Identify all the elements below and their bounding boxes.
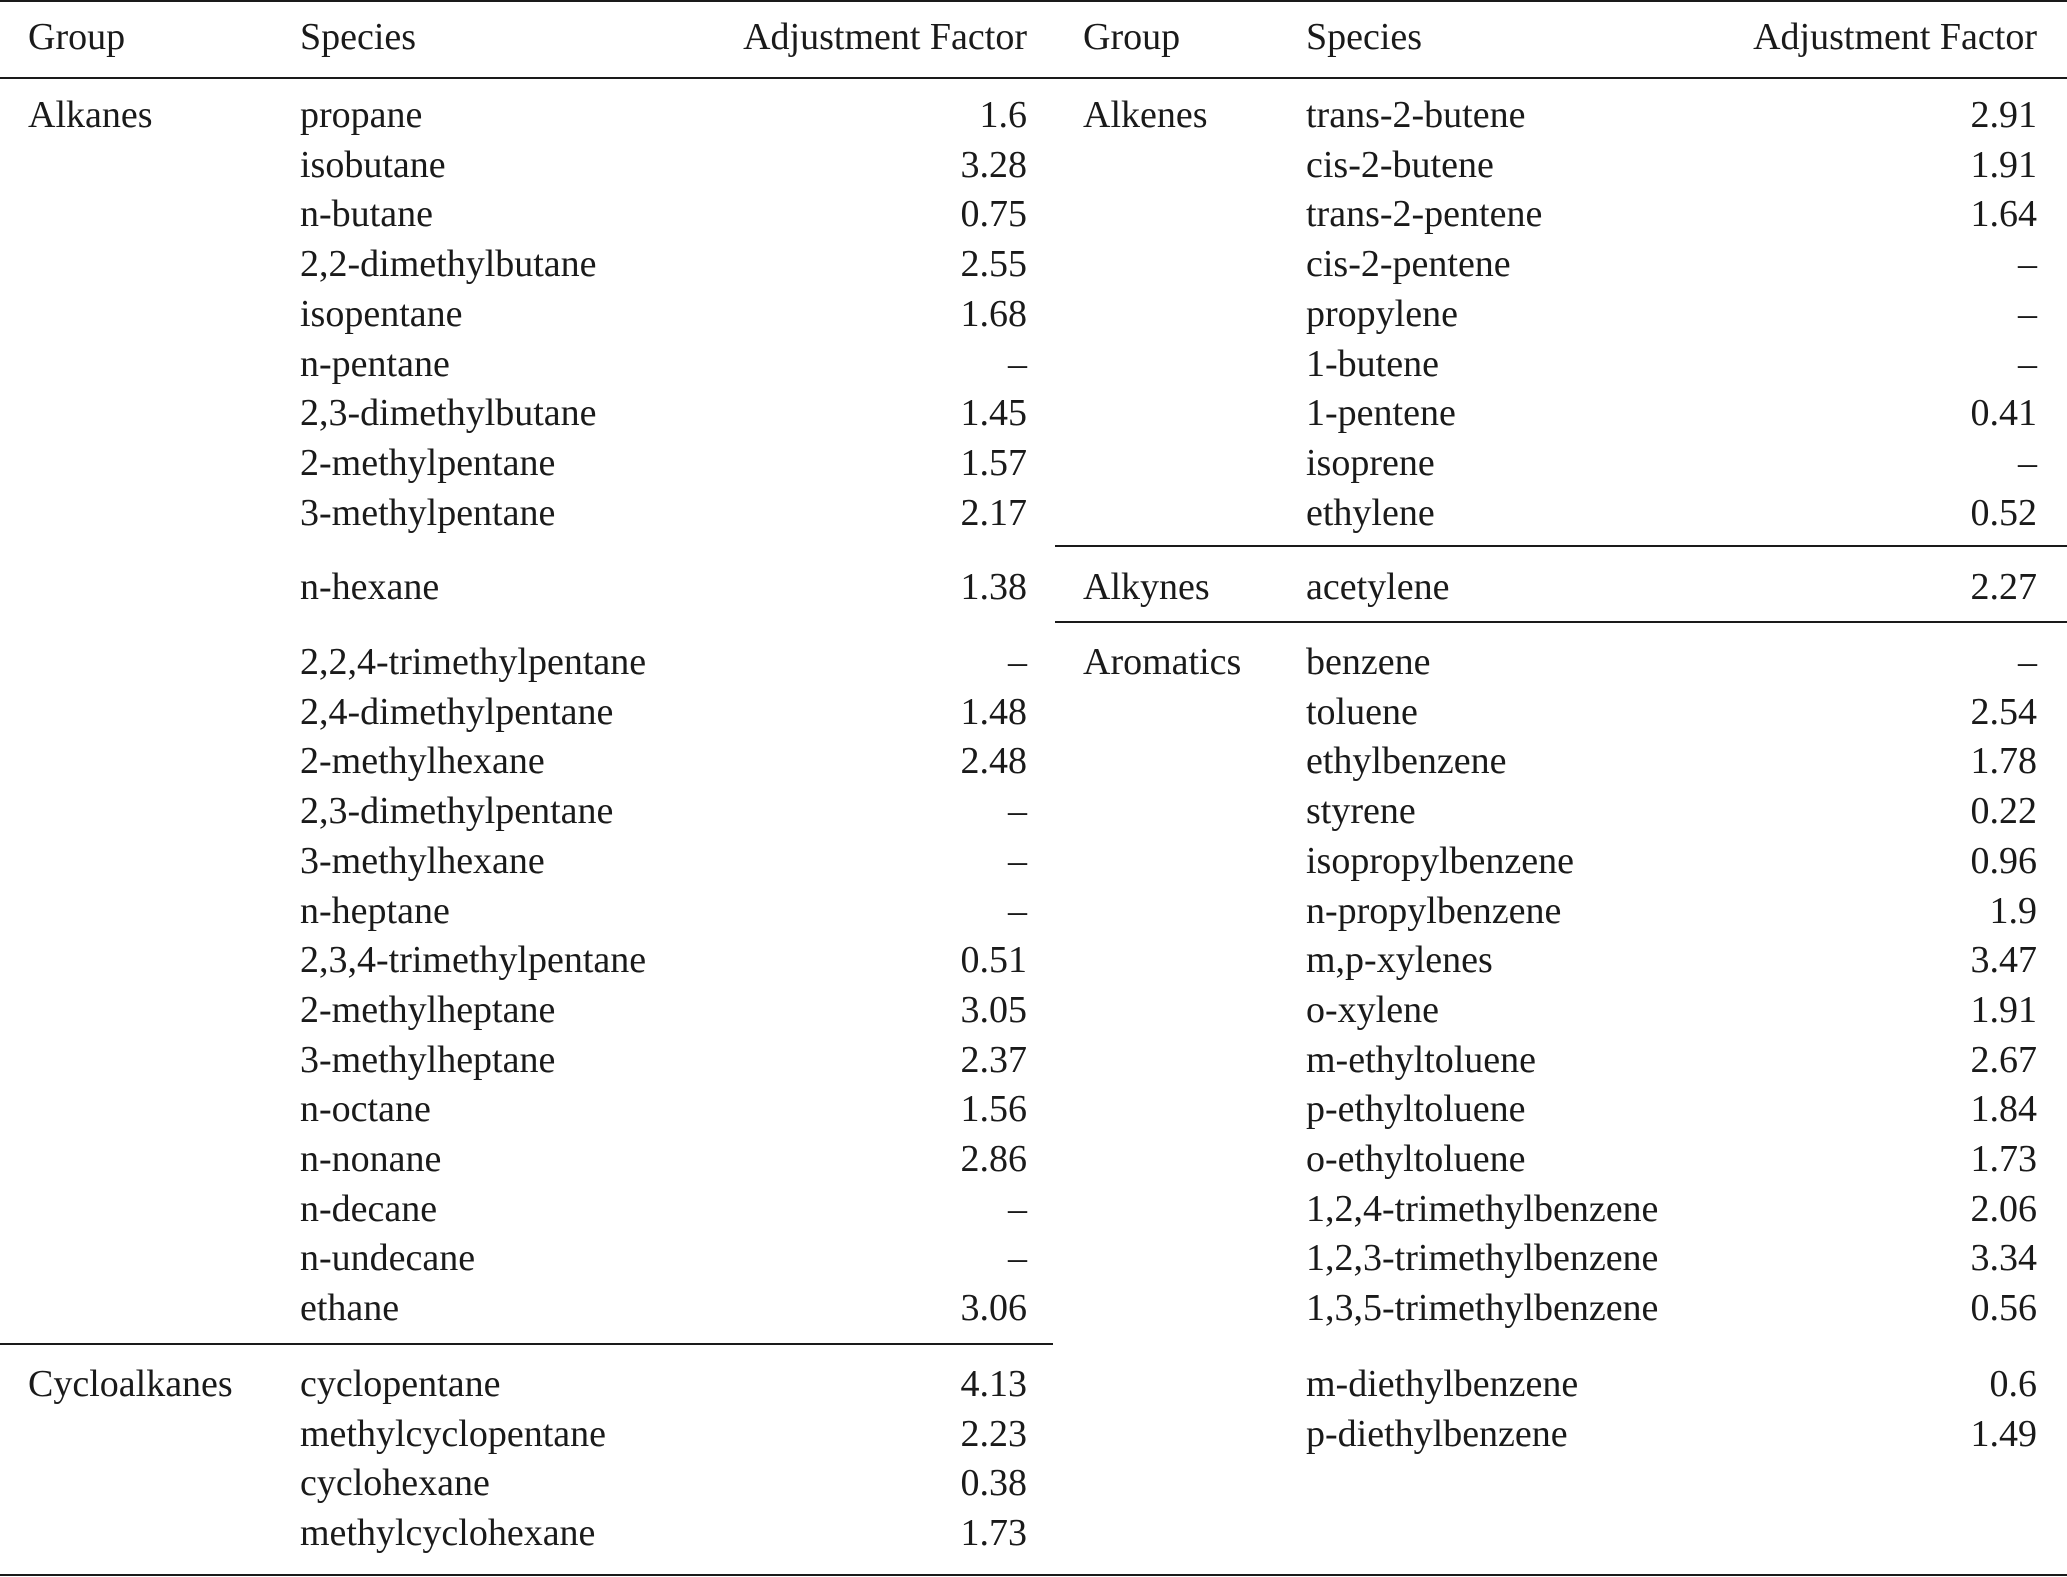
species-cell: n-undecane: [300, 1237, 476, 1280]
species-cell: cyclohexane: [300, 1462, 490, 1505]
factor-cell: 2.55: [960, 243, 1027, 286]
species-cell: 2,3-dimethylbutane: [300, 392, 597, 435]
factor-cell: 1.91: [1970, 988, 2037, 1031]
species-cell: 1,2,3-trimethylbenzene: [1306, 1237, 1659, 1280]
species-cell: n-nonane: [300, 1138, 442, 1180]
group-label: Alkanes: [28, 94, 153, 136]
species-cell: cyclopentane: [300, 1363, 501, 1405]
table-bottom-rule: [0, 1574, 2067, 1576]
header-group-right: Group: [1083, 16, 1181, 58]
species-cell: m-ethyltoluene: [1306, 1038, 1537, 1081]
factor-cell: 3.06: [960, 1287, 1027, 1330]
species-cell: 1,2,4-trimethylbenzene: [1306, 1187, 1659, 1230]
species-cell: trans-2-butene: [1306, 94, 1526, 136]
species-cell: 3-methylpentane: [300, 491, 556, 534]
factor-cell: 1.68: [960, 292, 1027, 335]
species-cell: n-decane: [300, 1187, 438, 1230]
factor-cell: 2.37: [960, 1038, 1027, 1081]
factor-cell: 1.73: [1970, 1138, 2037, 1180]
header-factor-right: Adjustment Factor: [1753, 16, 2037, 58]
factor-cell: 2.17: [960, 491, 1027, 534]
table-top-rule: [0, 0, 2067, 2]
species-cell: m,p-xylenes: [1306, 939, 1493, 982]
species-cell: methylcyclohexane: [300, 1512, 596, 1555]
species-cell: n-propylbenzene: [1306, 889, 1562, 932]
factor-cell: –: [1008, 1187, 1027, 1230]
factor-cell: –: [2018, 641, 2037, 683]
species-cell: 2-methylheptane: [300, 988, 556, 1031]
species-cell: 2,3,4-trimethylpentane: [300, 939, 647, 982]
species-cell: 1-pentene: [1306, 392, 1456, 435]
factor-cell: 1.38: [960, 566, 1027, 608]
species-cell: 1-butene: [1306, 342, 1439, 385]
species-cell: toluene: [1306, 690, 1418, 733]
factor-cell: 1.73: [960, 1512, 1027, 1555]
species-cell: ethylbenzene: [1306, 740, 1507, 783]
species-cell: 2,2,4-trimethylpentane: [300, 641, 647, 683]
species-cell: ethylene: [1306, 491, 1435, 534]
species-cell: 2,4-dimethylpentane: [300, 690, 614, 733]
species-cell: n-pentane: [300, 342, 450, 385]
alkynes-aromatics-divider: [1055, 621, 2067, 623]
factor-cell: 0.38: [960, 1462, 1027, 1505]
factor-cell: 0.51: [960, 939, 1027, 982]
factor-cell: 3.34: [1970, 1237, 2037, 1280]
factor-cell: 0.56: [1970, 1287, 2037, 1330]
species-cell: isoprene: [1306, 441, 1435, 484]
species-cell: m-diethylbenzene: [1306, 1363, 1579, 1405]
factor-cell: 2.48: [960, 740, 1027, 783]
factor-cell: 1.64: [1970, 193, 2037, 236]
factor-cell: 1.48: [960, 690, 1027, 733]
factor-cell: –: [1008, 839, 1027, 882]
factor-cell: –: [1008, 1237, 1027, 1280]
factor-cell: –: [1008, 342, 1027, 385]
factor-cell: 0.75: [960, 193, 1027, 236]
factor-cell: 2.54: [1970, 690, 2037, 733]
factor-cell: –: [1008, 641, 1027, 683]
species-cell: benzene: [1306, 641, 1431, 683]
factor-cell: 0.22: [1970, 790, 2037, 833]
species-cell: isopropylbenzene: [1306, 839, 1575, 882]
factor-cell: 3.47: [1970, 939, 2037, 982]
group-label: Alkenes: [1083, 94, 1208, 136]
species-cell: o-ethyltoluene: [1306, 1138, 1526, 1180]
species-cell: isopentane: [300, 292, 463, 335]
factor-cell: –: [2018, 342, 2037, 385]
factor-cell: 1.45: [960, 392, 1027, 435]
species-cell: n-hexane: [300, 566, 440, 608]
species-cell: n-octane: [300, 1088, 431, 1131]
header-species-left: Species: [300, 16, 417, 58]
factor-cell: 1.49: [1970, 1412, 2037, 1455]
factor-cell: 0.41: [1970, 392, 2037, 435]
factor-cell: –: [2018, 243, 2037, 286]
factor-cell: 1.57: [960, 441, 1027, 484]
factor-cell: 3.05: [960, 988, 1027, 1031]
factor-cell: 2.27: [1970, 566, 2037, 608]
header-factor-left: Adjustment Factor: [743, 16, 1027, 58]
species-cell: methylcyclopentane: [300, 1412, 606, 1455]
factor-cell: 3.28: [960, 143, 1027, 186]
factor-cell: 1.56: [960, 1088, 1027, 1131]
species-cell: 3-methylheptane: [300, 1038, 556, 1081]
species-cell: isobutane: [300, 143, 446, 186]
group-label: Cycloalkanes: [28, 1363, 233, 1405]
factor-cell: 0.6: [1989, 1363, 2037, 1405]
factor-cell: 2.86: [960, 1138, 1027, 1180]
header-bottom-rule: [0, 77, 2067, 79]
species-cell: p-diethylbenzene: [1306, 1412, 1568, 1455]
species-cell: propylene: [1306, 292, 1458, 335]
factor-cell: 1.9: [1989, 889, 2037, 932]
species-cell: 1,3,5-trimethylbenzene: [1306, 1287, 1659, 1330]
species-cell: styrene: [1306, 790, 1416, 833]
factor-cell: 1.91: [1970, 143, 2037, 186]
factor-cell: –: [1008, 889, 1027, 932]
species-cell: 2,2-dimethylbutane: [300, 243, 597, 286]
alkenes-alkynes-divider: [1055, 545, 2067, 547]
factor-cell: 2.23: [960, 1412, 1027, 1455]
factor-cell: –: [2018, 292, 2037, 335]
factor-cell: 2.06: [1970, 1187, 2037, 1230]
species-cell: o-xylene: [1306, 988, 1439, 1031]
species-cell: 2-methylhexane: [300, 740, 545, 783]
group-label: Alkynes: [1083, 566, 1210, 608]
species-cell: 2-methylpentane: [300, 441, 556, 484]
header-species-right: Species: [1306, 16, 1423, 58]
species-cell: 3-methylhexane: [300, 839, 545, 882]
species-cell: cis-2-pentene: [1306, 243, 1511, 286]
alkanes-cycloalkanes-divider: [0, 1343, 1053, 1345]
header-group-left: Group: [28, 16, 126, 58]
factor-cell: 1.6: [979, 94, 1027, 136]
species-cell: 2,3-dimethylpentane: [300, 790, 614, 833]
species-cell: trans-2-pentene: [1306, 193, 1543, 236]
factor-cell: 0.96: [1970, 839, 2037, 882]
factor-cell: 0.52: [1970, 491, 2037, 534]
species-cell: p-ethyltoluene: [1306, 1088, 1526, 1131]
factor-cell: 1.78: [1970, 740, 2037, 783]
factor-cell: –: [1008, 790, 1027, 833]
species-cell: ethane: [300, 1287, 400, 1330]
species-cell: cis-2-butene: [1306, 143, 1494, 186]
species-cell: n-heptane: [300, 889, 450, 932]
factor-cell: 2.91: [1970, 94, 2037, 136]
species-cell: n-butane: [300, 193, 433, 236]
species-cell: propane: [300, 94, 423, 136]
factor-cell: 2.67: [1970, 1038, 2037, 1081]
group-label: Aromatics: [1083, 641, 1242, 683]
species-cell: acetylene: [1306, 566, 1450, 608]
factor-cell: 1.84: [1970, 1088, 2037, 1131]
factor-cell: –: [2018, 441, 2037, 484]
factor-cell: 4.13: [960, 1363, 1027, 1405]
